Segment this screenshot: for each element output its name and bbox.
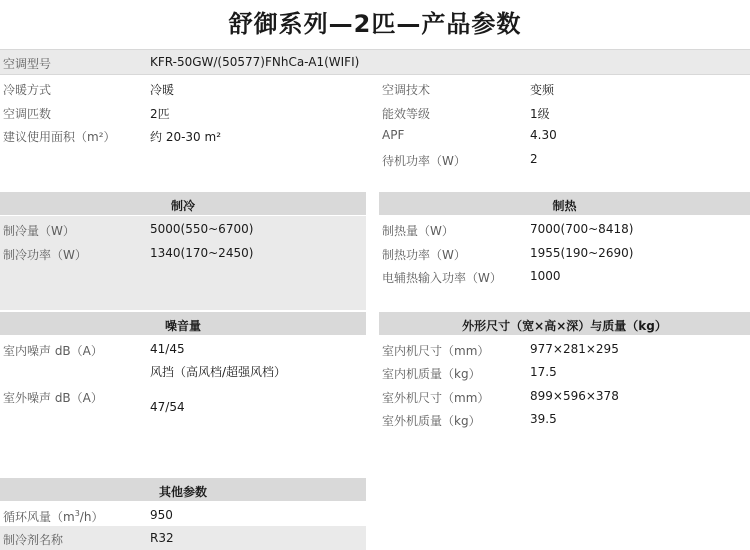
noise-indoor-value: 41/45 — [150, 342, 185, 356]
cooling-header: 制冷 — [170, 199, 195, 213]
cooling-label: 制冷功率（W） — [3, 248, 87, 262]
general-right-label: 待机功率（W） — [382, 154, 466, 168]
airflow-label: 循环风量$(m^3/h)$ — [3, 509, 104, 524]
noise-indoor-note: 风挡（高风档/超强风档） — [150, 365, 287, 379]
model-value: KFR-50GW/(50577)FNhCa-A1(WIFI) — [150, 55, 360, 69]
noise-outdoor-label: 室外噪声 dB（A） — [3, 391, 103, 405]
noise-outdoor-value: 47/54 — [150, 400, 185, 414]
dimensions-label: 室内机尺寸（mm） — [382, 344, 490, 358]
other-header: 其他参数 — [158, 485, 207, 499]
general-left-value: 冷暖 — [150, 83, 175, 97]
cooling-value: 5000(550~6700) — [150, 222, 254, 236]
refrigerant-value: R32 — [150, 531, 174, 545]
cooling-value: 1340(170~2450) — [150, 246, 254, 260]
model-label: 空调型号 — [3, 57, 52, 71]
general-right-label: 空调技术 — [382, 83, 431, 97]
general-right-label: 能效等级 — [382, 107, 431, 121]
divider — [0, 74, 750, 75]
general-right-value: 变频 — [530, 83, 555, 97]
general-left-value: 2匹 — [150, 107, 170, 121]
general-left-label: 冷暖方式 — [3, 83, 52, 97]
dimensions-value: 977×281×295 — [530, 342, 619, 356]
general-left-value: 约 20-30 m² — [150, 130, 221, 144]
general-right-label: APF — [382, 128, 405, 142]
dimensions-value: 17.5 — [530, 365, 557, 379]
page-title: 舒御系列—2匹—产品参数 — [228, 10, 522, 38]
dimensions-label: 室外机尺寸（mm） — [382, 391, 490, 405]
heating-value: 7000(700~8418) — [530, 222, 634, 236]
noise-header: 噪音量 — [164, 319, 201, 333]
cooling-label: 制冷量（W） — [3, 224, 75, 238]
dimensions-value: 899×596×378 — [530, 389, 619, 403]
airflow-value: 950 — [150, 508, 173, 522]
dimensions-header: 外形尺寸（宽×高×深）与质量（kg） — [462, 319, 667, 333]
general-right-value: 4.30 — [530, 128, 557, 142]
heating-label: 电辅热输入功率（W） — [382, 271, 502, 285]
heating-value: 1955(190~2690) — [530, 246, 634, 260]
general-right-value: 1级 — [530, 107, 550, 121]
heating-label: 制热量（W） — [382, 224, 454, 238]
dimensions-label: 室内机质量（kg） — [382, 367, 481, 381]
general-right-value: 2 — [530, 152, 538, 166]
heating-value: 1000 — [530, 269, 561, 283]
refrigerant-label: 制冷剂名称 — [3, 533, 64, 547]
dimensions-label: 室外机质量（kg） — [382, 414, 481, 428]
noise-indoor-label: 室内噪声 dB（A） — [3, 344, 103, 358]
dimensions-value: 39.5 — [530, 412, 557, 426]
general-left-label: 空调匹数 — [3, 107, 52, 121]
model-row — [0, 50, 750, 74]
heating-label: 制热功率（W） — [382, 248, 466, 262]
heating-header: 制热 — [552, 199, 577, 213]
general-left-label: 建议使用面积（m²） — [3, 130, 116, 144]
